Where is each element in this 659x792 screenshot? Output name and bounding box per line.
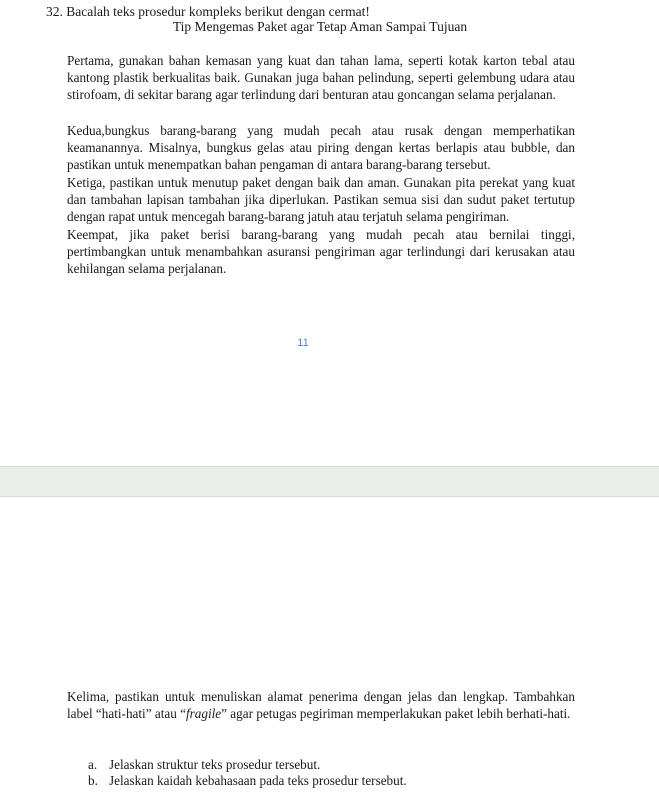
- task-text: Jelaskan kaidah kebahasaan pada teks prosedur tersebut.: [109, 773, 407, 788]
- paragraph-2: Kedua,bungkus barang-barang yang mudah pecah atau rusak dengan memperhatikan keamanannya. Misalnya, bungkus gelas atau piring dengan kertas berlapis atau bubble, dan pastikan untuk menempatkan bahan pengaman di antara barang-barang tersebut.: [67, 123, 575, 173]
- page-break-separator: [0, 466, 659, 497]
- paragraph-1: Pertama, gunakan bahan kemasan yang kuat dan tahan lama, seperti kotak karton tebal atau kantong plastik berkualitas baik. Gunakan juga bahan pelindung, seperti gelembung udara atau stirofoam, di sekitar barang agar terlindung dari benturan atau goncangan selama perjalanan.: [67, 53, 575, 103]
- task-item-b: [88, 773, 407, 789]
- task-marker: a.: [88, 757, 98, 772]
- page-number: 11: [297, 337, 309, 349]
- paragraph-3: Ketiga, pastikan untuk menutup paket dengan baik dan aman. Gunakan pita perekat yang kuat dan tambahan lapisan tambahan jika diperlukan. Pastikan semua sisi dan sudut paket tertutup dengan rapat untuk mencegah barang-barang jatuh atau terjatuh selama pengiriman.: [67, 175, 575, 225]
- paragraph-4: Keempat, jika paket berisi barang-barang yang mudah pecah atau bernilai tinggi, pertimbangkan untuk menambahkan asuransi pengiriman agar terlindungi dari kerusakan atau kehilangan selama perjalanan.: [67, 227, 575, 277]
- task-marker: b.: [88, 773, 98, 788]
- document-title: Tip Mengemas Paket agar Tetap Aman Sampai Tujuan: [172, 19, 468, 34]
- task-text: Jelaskan struktur teks prosedur tersebut.: [109, 757, 321, 772]
- paragraph-5-text-after: ” agar petugas pegiriman memperlakukan paket lebih berhati-hati.: [221, 706, 571, 722]
- paragraph-5-text-before: Kelima, pastikan untuk menuliskan alamat penerima dengan jelas dan lengkap. Tambahkan label “hati-hati” atau “: [67, 689, 575, 722]
- question-number: 32.: [46, 4, 63, 19]
- task-item-a: [88, 757, 320, 773]
- paragraph-5-italic-word: fragile: [185, 706, 222, 722]
- question-instruction: Bacalah teks prosedur kompleks berikut dengan cermat!: [66, 4, 370, 19]
- paragraph-5: [67, 688, 575, 722]
- question-header: [46, 4, 370, 20]
